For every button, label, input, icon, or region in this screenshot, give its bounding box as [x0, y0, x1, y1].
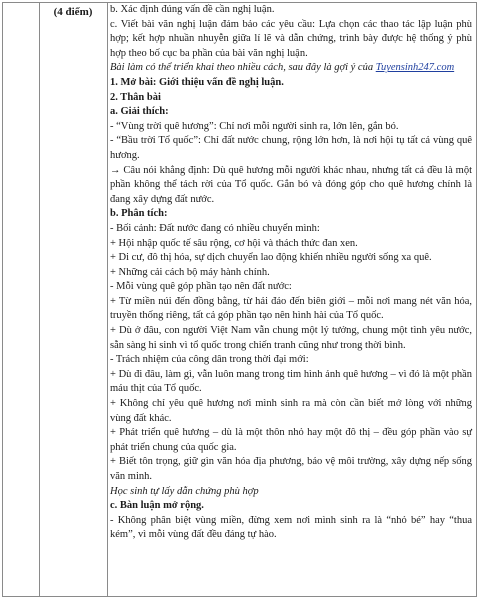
subheading-giai-thich: a. Giải thích:: [110, 106, 169, 118]
evidence-note: Học sinh tự lấy dẫn chứng phù hợp: [110, 485, 259, 497]
table-column-index: [3, 3, 40, 596]
suggestion-note: [110, 61, 472, 76]
suggestion-link[interactable]: Tuyensinh247.com: [375, 62, 455, 74]
intro-line: b. Xác định đúng vấn đề cần nghị luận.: [110, 4, 275, 15]
explain-line: - “Bầu trời Tổ quốc”: Chỉ đất nước chung, rộng lớn hơn, là nơi hội tụ tất cả vùng quê hương.: [110, 135, 472, 161]
analysis-line: + Di cư, đô thị hóa, sự dịch chuyển lao động khiến nhiều người sống xa quê.: [110, 252, 432, 264]
analysis-line: - Bối cảnh: Đất nước đang có nhiều chuyển mình:: [110, 222, 320, 234]
analysis-line: + Biết tôn trọng, giữ gìn văn hóa địa phương, bảo vệ môi trường, xây dựng nếp sống văn minh.: [110, 456, 472, 482]
section-heading-mo-bai: 1. Mở bài: Giới thiệu vấn đề nghị luận.: [110, 76, 284, 88]
score-cell: (4 điểm): [53, 6, 93, 18]
subheading-ban-luan: c. Bàn luận mở rộng.: [110, 500, 204, 512]
analysis-line: - Mỗi vùng quê góp phần tạo nên đất nước:: [110, 281, 292, 293]
analysis-line: + Không chỉ yêu quê hương nơi mình sinh ra mà còn cần biết mở lòng với những vùng đất khác.: [110, 398, 472, 424]
explain-line: → Câu nói khẳng định: Dù quê hương mỗi người khác nhau, nhưng tất cả đều là một phần không thể tách rời của Tổ quốc. Gắn bó và đóng góp cho quê hương chính là đang xây dựng đất nước.: [110, 164, 472, 205]
analysis-line: - Trách nhiệm của công dân trong thời đại mới:: [110, 354, 309, 366]
subheading-phan-tich: b. Phân tích:: [110, 208, 168, 220]
analysis-line: + Từ miền núi đến đồng bằng, từ hải đảo đến biên giới – mỗi nơi mang nét văn hóa, truyền thống riêng, tất cả góp phần tạo nên hình hài của Tổ quốc.: [110, 295, 472, 322]
answer-content: [110, 3, 472, 543]
intro-line: c. Viết bài văn nghị luận đảm bảo các yêu cầu: Lựa chọn các thao tác lập luận phù hợp; kết hợp nhuần nhuyễn giữa lí lẽ và dẫn chứng, trình bày được hệ thống ý phù hợp theo bố cục ba phần của bài văn nghị luận.: [110, 18, 472, 59]
section-heading-than-bai: 2. Thân bài: [110, 91, 161, 103]
suggestion-text: Bài làm có thể triển khai theo nhiều cách, sau đây là gợi ý của: [110, 62, 374, 74]
analysis-line: + Phát triển quê hương – dù là một thôn nhỏ hay một đô thị – đều góp phần vào sự phát triển chung của quốc gia.: [110, 427, 472, 453]
analysis-line: + Dù ở đâu, con người Việt Nam vẫn chung một lý tưởng, chung một tình yêu nước, sẵn sàng hi sinh vì tổ quốc trong chiến tranh cũng như trong thời bình.: [110, 325, 472, 351]
discussion-line: - Không phân biệt vùng miền, đừng xem nơi mình sinh ra là “nhỏ bé” hay “thua kém”, vì mỗi vùng đất đều đáng tự hào.: [110, 514, 472, 541]
analysis-line: + Dù đi đâu, làm gì, vẫn luôn mang trong tim hình ảnh quê hương – vì đó là một phần máu thịt của Tổ quốc.: [110, 368, 472, 395]
analysis-line: + Những cải cách bộ máy hành chính.: [110, 266, 270, 278]
explain-line: - “Vùng trời quê hương”: Chỉ nơi mỗi người sinh ra, lớn lên, gắn bó.: [110, 120, 399, 132]
table-column-score: [40, 3, 108, 596]
analysis-line: + Hội nhập quốc tế sâu rộng, cơ hội và thách thức đan xen.: [110, 237, 358, 249]
